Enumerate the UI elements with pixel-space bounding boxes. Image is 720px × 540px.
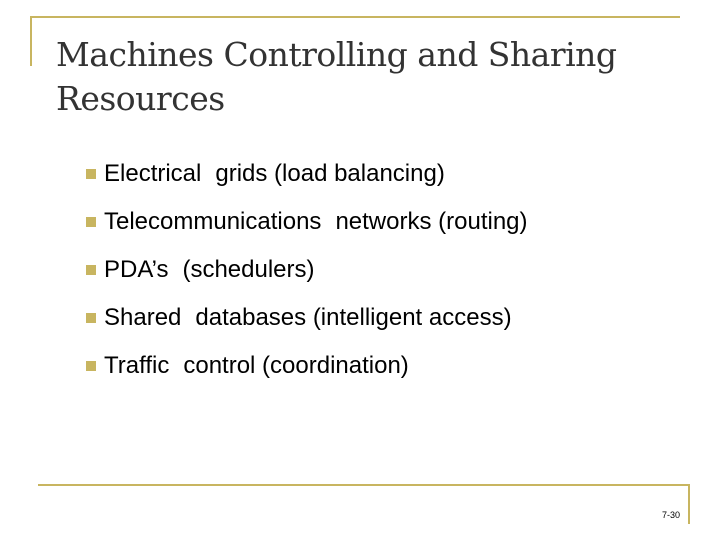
square-bullet-icon <box>86 169 96 179</box>
bullet-list <box>86 150 528 390</box>
top-rule <box>30 16 680 18</box>
bullet-item <box>86 198 528 246</box>
bullet-term: Traffic <box>104 352 170 379</box>
square-bullet-icon <box>86 361 96 371</box>
bullet-term: Electrical <box>104 160 202 187</box>
square-bullet-icon <box>86 265 96 275</box>
bullet-item <box>86 294 528 342</box>
square-bullet-icon <box>86 217 96 227</box>
bullet-text: networks (routing) <box>335 208 528 235</box>
square-bullet-icon <box>86 313 96 323</box>
bullet-text: (schedulers) <box>182 256 315 283</box>
right-rule <box>688 484 690 524</box>
bullet-text: grids (load balancing) <box>215 160 445 187</box>
bullet-text: control (coordination) <box>183 352 409 379</box>
bullet-text: databases (intelligent access) <box>195 304 512 331</box>
bullet-item <box>86 342 528 390</box>
page-number: 7-30 <box>661 510 680 520</box>
slide-title: Machines Controlling and Sharing Resources <box>56 35 617 118</box>
bullet-term: Shared <box>104 304 182 331</box>
left-rule <box>30 16 32 66</box>
bullet-item <box>86 246 528 294</box>
bullet-term: PDA’s <box>104 256 169 283</box>
bottom-rule <box>38 484 690 486</box>
bullet-term: Telecommunications <box>104 208 322 235</box>
bullet-item <box>86 150 528 198</box>
